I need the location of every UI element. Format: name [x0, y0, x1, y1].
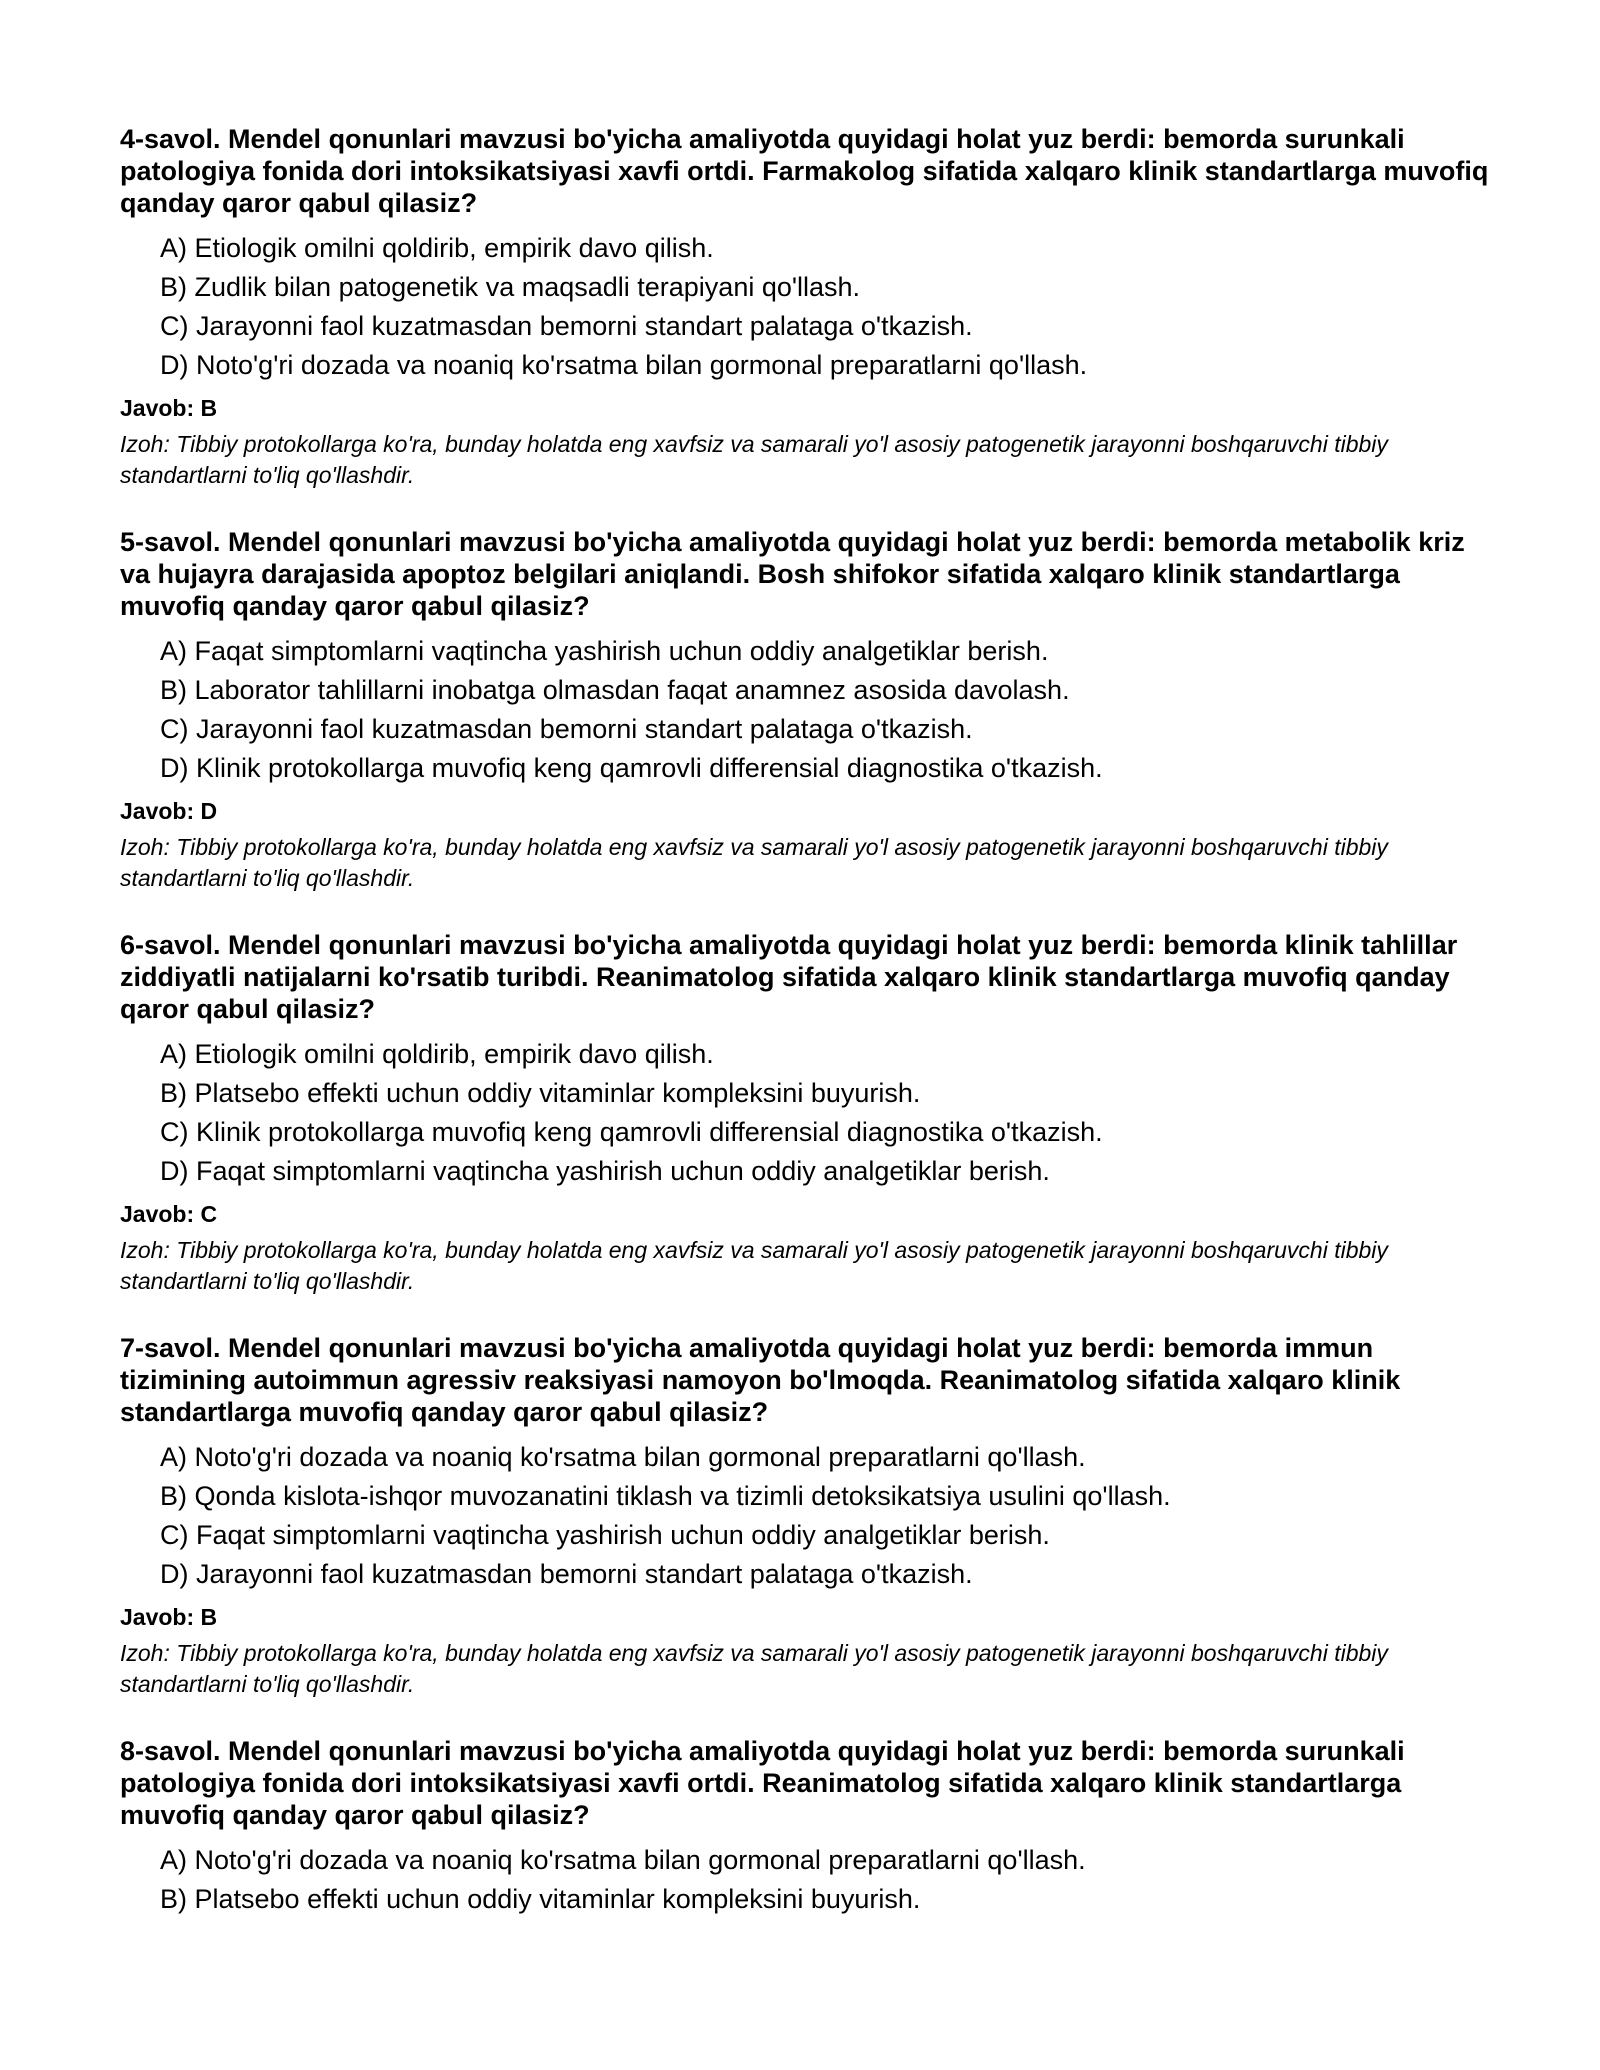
answer-label: Javob: D	[120, 798, 218, 824]
option-a: A) Noto'g'ri dozada va noaniq ko'rsatma bilan gormonal preparatlarni qo'llash.	[160, 1845, 1086, 1875]
option-c: C) Jarayonni faol kuzatmasdan bemorni standart palataga o'tkazish.	[160, 311, 973, 341]
explanation-note: Izoh: Tibbiy protokollarga ko'ra, bunday holatda eng xavfsiz va samarali yo'l asosiy patogenetik jarayonni boshqaruvchi tibbiy standartlarni to'liq qo'llashdir.	[120, 1640, 1388, 1697]
option-b: B) Zudlik bilan patogenetik va maqsadli terapiyani qo'llash.	[160, 272, 861, 302]
option-d: D) Klinik protokollarga muvofiq keng qamrovli differensial diagnostika o'tkazish.	[160, 753, 1103, 783]
option-b: B) Platsebo effekti uchun oddiy vitaminlar kompleksini buyurish.	[160, 1078, 921, 1108]
option-b: B) Qonda kislota-ishqor muvozanatini tiklash va tizimli detoksikatsiya usulini qo'llash.	[160, 1481, 1171, 1511]
option-list	[120, 1438, 1500, 1594]
question-block	[120, 929, 1500, 1297]
question-title: 4-savol. Mendel qonunlari mavzusi bo'yicha amaliyotda quyidagi holat yuz berdi: bemorda surunkali patologiya fonida dori intoksikatsiyasi xavfi ortdi. Farmakolog sifatida xalqaro klinik standartlarga muvofiq qanday qaror qabul qilasiz?	[120, 124, 1489, 218]
option-c: C) Jarayonni faol kuzatmasdan bemorni standart palataga o'tkazish.	[160, 714, 973, 744]
question-title: 8-savol. Mendel qonunlari mavzusi bo'yicha amaliyotda quyidagi holat yuz berdi: bemorda surunkali patologiya fonida dori intoksikatsiyasi xavfi ortdi. Reanimatolog sifatida xalqaro klinik standartlarga muvofiq qanday qaror qabul qilasiz?	[120, 1736, 1405, 1830]
question-title: 7-savol. Mendel qonunlari mavzusi bo'yicha amaliyotda quyidagi holat yuz berdi: bemorda immun tizimining autoimmun agressiv reaksiyasi namoyon bo'lmoqda. Reanimatolog sifatida xalqaro klinik standartlarga muvofiq qanday qaror qabul qilasiz?	[120, 1333, 1401, 1427]
question-block	[120, 123, 1500, 491]
option-d: D) Faqat simptomlarni vaqtincha yashirish uchun oddiy analgetiklar berish.	[160, 1156, 1050, 1186]
option-a: A) Etiologik omilni qoldirib, empirik davo qilish.	[160, 233, 714, 263]
question-block	[120, 1735, 1500, 1919]
explanation-note: Izoh: Tibbiy protokollarga ko'ra, bunday holatda eng xavfsiz va samarali yo'l asosiy patogenetik jarayonni boshqaruvchi tibbiy standartlarni to'liq qo'llashdir.	[120, 1237, 1388, 1294]
option-a: A) Faqat simptomlarni vaqtincha yashirish uchun oddiy analgetiklar berish.	[160, 636, 1049, 666]
option-a: A) Etiologik omilni qoldirib, empirik davo qilish.	[160, 1039, 714, 1069]
option-d: D) Jarayonni faol kuzatmasdan bemorni standart palataga o'tkazish.	[160, 1559, 973, 1589]
explanation-note: Izoh: Tibbiy protokollarga ko'ra, bunday holatda eng xavfsiz va samarali yo'l asosiy patogenetik jarayonni boshqaruvchi tibbiy standartlarni to'liq qo'llashdir.	[120, 431, 1388, 488]
answer-label: Javob: C	[120, 1201, 218, 1227]
option-b: B) Platsebo effekti uchun oddiy vitaminlar kompleksini buyurish.	[160, 1884, 921, 1914]
option-list	[120, 229, 1500, 385]
option-list	[120, 1035, 1500, 1191]
option-b: B) Laborator tahlillarni inobatga olmasdan faqat anamnez asosida davolash.	[160, 675, 1070, 705]
answer-label: Javob: B	[120, 395, 218, 421]
option-c: C) Faqat simptomlarni vaqtincha yashirish uchun oddiy analgetiklar berish.	[160, 1520, 1050, 1550]
option-a: A) Noto'g'ri dozada va noaniq ko'rsatma bilan gormonal preparatlarni qo'llash.	[160, 1442, 1086, 1472]
question-block	[120, 1332, 1500, 1700]
option-c: C) Klinik protokollarga muvofiq keng qamrovli differensial diagnostika o'tkazish.	[160, 1117, 1103, 1147]
option-d: D) Noto'g'ri dozada va noaniq ko'rsatma bilan gormonal preparatlarni qo'llash.	[160, 350, 1088, 380]
question-title: 5-savol. Mendel qonunlari mavzusi bo'yicha amaliyotda quyidagi holat yuz berdi: bemorda metabolik kriz va hujayra darajasida apoptoz belgilari aniqlandi. Bosh shifokor sifatida xalqaro klinik standartlarga muvofiq qanday qaror qabul qilasiz?	[120, 527, 1465, 621]
question-block	[120, 526, 1500, 894]
explanation-note: Izoh: Tibbiy protokollarga ko'ra, bunday holatda eng xavfsiz va samarali yo'l asosiy patogenetik jarayonni boshqaruvchi tibbiy standartlarni to'liq qo'llashdir.	[120, 834, 1388, 891]
option-list	[120, 632, 1500, 788]
question-title: 6-savol. Mendel qonunlari mavzusi bo'yicha amaliyotda quyidagi holat yuz berdi: bemorda klinik tahlillar ziddiyatli natijalarni ko'rsatib turibdi. Reanimatolog sifatida xalqaro klinik standartlarga muvofiq qanday qaror qabul qilasiz?	[120, 930, 1458, 1024]
answer-label: Javob: B	[120, 1604, 218, 1630]
option-list	[120, 1841, 1500, 1919]
